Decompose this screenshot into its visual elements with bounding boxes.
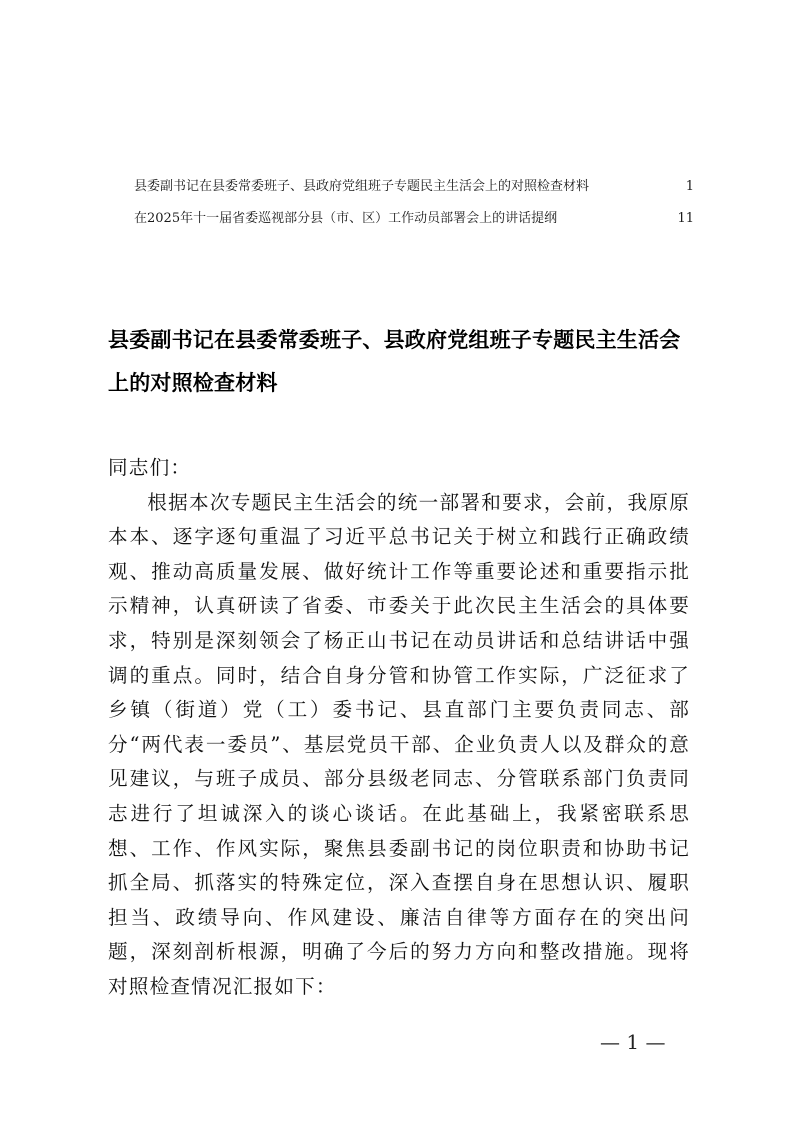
toc-entry-page: 11: [677, 211, 694, 226]
toc-entry[interactable]: [134, 209, 694, 241]
table-of-contents: [134, 177, 694, 241]
toc-entry-page: 1: [685, 179, 694, 194]
document-title: 县委副书记在县委常委班子、县政府党组班子专题民主生活会上的对照检查材料: [108, 328, 681, 396]
toc-entry-title: 在2025年十一届省委巡视部分县（市、区）工作动员部署会上的讲话提纲: [134, 211, 558, 226]
document-body: [108, 451, 690, 1005]
greeting: 同志们：: [108, 456, 192, 479]
body-paragraph: 根据本次专题民主生活会的统一部署和要求，会前，我原原本本、逐字逐句重温了习近平总书记关于树立和践行正确政绩观、推动高质量发展、做好统计工作等重要论述和重要指示批示精神，认真研读了省委、市委关于此次民主生活会的具体要求，特别是深刻领会了杨正山书记在动员讲话和总结讲话中强调的重点。同时，结合自身分管和协管工作实际，广泛征求了乡镇（街道）党（工）委书记、县直部门主要负责同志、部分“两代表一委员”、基层党员干部、企业负责人以及群众的意见建议，与班子成员、部分县级老同志、分管联系部门负责同志进行了坦诚深入的谈心谈话。在此基础上，我紧密联系思想、工作、作风实际，聚焦县委副书记的岗位职责和协助书记抓全局、抓落实的特殊定位，深入查摆自身在思想认识、履职担当、政绩导向、作风建设、廉洁自律等方面存在的突出问题，深刻剖析根源，明确了今后的努力方向和整改措施。现将对照检查情况汇报如下：: [108, 490, 690, 998]
toc-entry-title: 县委副书记在县委常委班子、县政府党组班子专题民主生活会上的对照检查材料: [134, 179, 590, 194]
toc-entry[interactable]: [134, 177, 694, 209]
page-number: — 1 —: [600, 1030, 666, 1054]
